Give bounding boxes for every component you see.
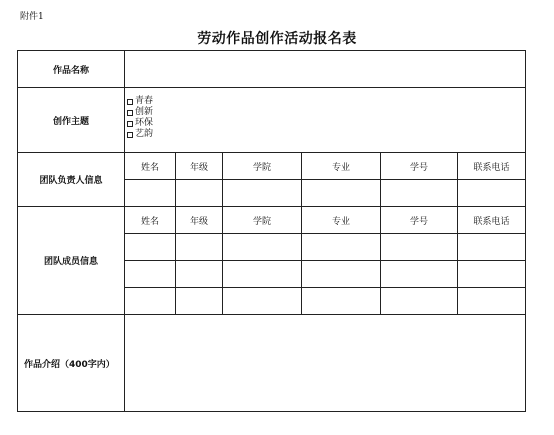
theme-option-art[interactable] (127, 129, 525, 140)
member-phone-field[interactable] (458, 234, 526, 261)
checkbox-icon[interactable] (127, 110, 133, 116)
member-college-field[interactable] (223, 234, 302, 261)
member-major-field[interactable] (302, 261, 381, 288)
intro-label: 作品介绍（400字内） (18, 315, 125, 412)
member-major-field[interactable] (302, 288, 381, 315)
member-name-field[interactable] (125, 234, 176, 261)
members-label: 团队成员信息 (18, 207, 125, 315)
col-college: 学院 (223, 207, 302, 234)
member-student-id-field[interactable] (381, 288, 458, 315)
member-name-field[interactable] (125, 261, 176, 288)
col-grade: 年级 (176, 153, 223, 180)
col-major: 专业 (302, 153, 381, 180)
theme-options (125, 88, 526, 153)
member-student-id-field[interactable] (381, 234, 458, 261)
leader-label: 团队负责人信息 (18, 153, 125, 207)
theme-option-label: 创新 (135, 107, 154, 117)
checkbox-icon[interactable] (127, 121, 133, 127)
col-major: 专业 (302, 207, 381, 234)
registration-form-table (17, 50, 526, 412)
theme-option-label: 环保 (135, 118, 154, 128)
attachment-label: 附件1 (20, 12, 44, 22)
leader-phone-field[interactable] (458, 180, 526, 207)
theme-option-youth[interactable] (127, 96, 525, 107)
member-grade-field[interactable] (176, 234, 223, 261)
member-phone-field[interactable] (458, 288, 526, 315)
member-major-field[interactable] (302, 234, 381, 261)
col-phone: 联系电话 (458, 207, 526, 234)
work-name-field[interactable] (125, 51, 526, 88)
member-college-field[interactable] (223, 288, 302, 315)
member-college-field[interactable] (223, 261, 302, 288)
leader-name-field[interactable] (125, 180, 176, 207)
intro-field[interactable] (125, 315, 526, 412)
members-header-row (18, 207, 526, 234)
col-name: 姓名 (125, 207, 176, 234)
checkbox-icon[interactable] (127, 132, 133, 138)
col-student-id: 学号 (381, 207, 458, 234)
col-student-id: 学号 (381, 153, 458, 180)
work-name-label: 作品名称 (18, 51, 125, 88)
leader-college-field[interactable] (223, 180, 302, 207)
work-name-row (18, 51, 526, 88)
theme-option-label: 艺韵 (135, 129, 154, 139)
leader-student-id-field[interactable] (381, 180, 458, 207)
member-student-id-field[interactable] (381, 261, 458, 288)
member-phone-field[interactable] (458, 261, 526, 288)
member-grade-field[interactable] (176, 261, 223, 288)
leader-major-field[interactable] (302, 180, 381, 207)
theme-option-environment[interactable] (127, 118, 525, 129)
page-title: 劳动作品创作活动报名表 (197, 31, 357, 47)
col-grade: 年级 (176, 207, 223, 234)
member-grade-field[interactable] (176, 288, 223, 315)
theme-label: 创作主题 (18, 88, 125, 153)
checkbox-icon[interactable] (127, 99, 133, 105)
theme-option-label: 青春 (135, 96, 154, 106)
theme-option-innovation[interactable] (127, 107, 525, 118)
col-college: 学院 (223, 153, 302, 180)
leader-grade-field[interactable] (176, 180, 223, 207)
theme-row (18, 88, 526, 153)
col-name: 姓名 (125, 153, 176, 180)
intro-row (18, 315, 526, 412)
member-name-field[interactable] (125, 288, 176, 315)
leader-header-row (18, 153, 526, 180)
col-phone: 联系电话 (458, 153, 526, 180)
